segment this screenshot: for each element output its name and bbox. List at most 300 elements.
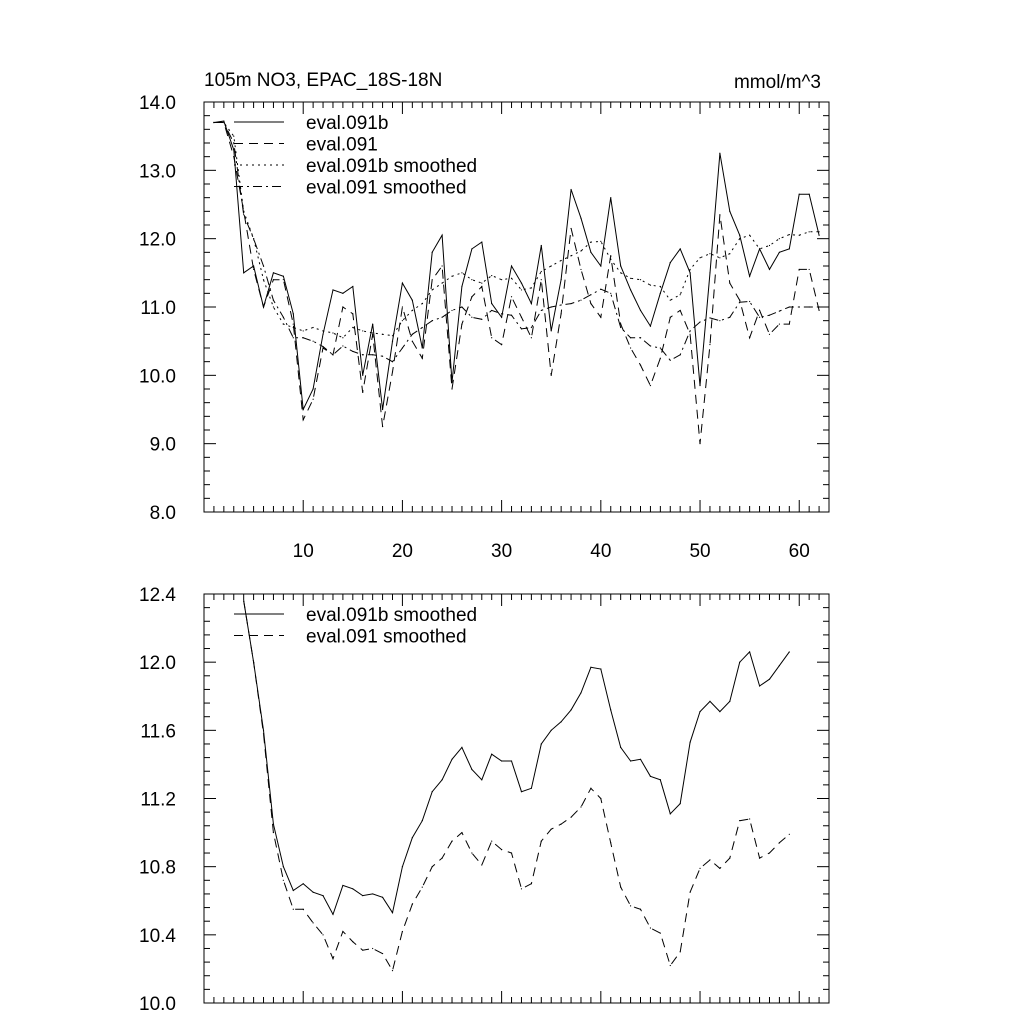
data-point bbox=[412, 837, 413, 838]
data-point bbox=[521, 328, 522, 329]
data-point bbox=[392, 371, 393, 372]
chart-units: mmol/m^3 bbox=[733, 72, 821, 93]
x-tick-label: 40 bbox=[590, 541, 612, 562]
data-point bbox=[610, 293, 611, 294]
data-point bbox=[769, 245, 770, 246]
data-point bbox=[809, 231, 810, 232]
data-point bbox=[471, 317, 472, 318]
data-point bbox=[789, 323, 790, 324]
data-point bbox=[461, 323, 462, 324]
data-point bbox=[471, 852, 472, 853]
data-point bbox=[362, 392, 363, 393]
data-point bbox=[739, 302, 740, 303]
data-point bbox=[372, 893, 373, 894]
data-point bbox=[561, 279, 562, 280]
legend-label: eval.091 bbox=[306, 134, 378, 156]
data-point bbox=[422, 820, 423, 821]
data-point bbox=[640, 909, 641, 910]
data-point bbox=[719, 257, 720, 258]
data-point bbox=[511, 265, 512, 266]
data-point bbox=[461, 747, 462, 748]
data-point bbox=[809, 269, 810, 270]
data-point bbox=[590, 303, 591, 304]
data-point bbox=[610, 842, 611, 843]
data-point bbox=[322, 330, 323, 331]
data-point bbox=[382, 409, 383, 410]
data-point bbox=[313, 399, 314, 400]
data-point bbox=[362, 950, 363, 951]
data-point bbox=[432, 320, 433, 321]
data-point bbox=[412, 904, 413, 905]
data-point bbox=[699, 443, 700, 444]
data-point bbox=[690, 330, 691, 331]
data-point bbox=[719, 868, 720, 869]
data-point bbox=[749, 337, 750, 338]
data-point bbox=[600, 265, 601, 266]
data-point bbox=[392, 361, 393, 362]
data-point bbox=[541, 279, 542, 280]
data-point bbox=[610, 255, 611, 256]
data-point bbox=[521, 317, 522, 318]
data-point bbox=[441, 317, 442, 318]
data-point bbox=[769, 334, 770, 335]
data-point bbox=[362, 330, 363, 331]
data-point bbox=[600, 289, 601, 290]
series-line-eval-091b-smoothed bbox=[214, 123, 819, 338]
data-point bbox=[729, 282, 730, 283]
data-point bbox=[699, 711, 700, 712]
data-point bbox=[670, 360, 671, 361]
data-point bbox=[441, 779, 442, 780]
legend-label: eval.091b smoothed bbox=[306, 156, 478, 177]
data-point bbox=[620, 272, 621, 273]
data-point bbox=[779, 323, 780, 324]
data-point bbox=[213, 122, 214, 123]
series-line-eval-091b-smoothed bbox=[244, 601, 790, 915]
data-point bbox=[422, 303, 423, 304]
data-point bbox=[441, 858, 442, 859]
legend-label: eval.091 smoothed bbox=[306, 177, 467, 199]
data-point bbox=[293, 909, 294, 910]
data-point bbox=[342, 293, 343, 294]
data-point bbox=[650, 285, 651, 286]
data-point bbox=[392, 335, 393, 336]
data-point bbox=[590, 241, 591, 242]
data-point bbox=[620, 265, 621, 266]
data-point bbox=[303, 419, 304, 420]
data-point bbox=[283, 323, 284, 324]
data-point bbox=[699, 385, 700, 386]
y-tick-label: 13.0 bbox=[139, 161, 176, 183]
data-point bbox=[511, 315, 512, 316]
data-point bbox=[699, 868, 700, 869]
data-point bbox=[372, 332, 373, 333]
data-point bbox=[818, 231, 819, 232]
data-point bbox=[273, 300, 274, 301]
data-point bbox=[501, 344, 502, 345]
data-point bbox=[600, 241, 601, 242]
data-point bbox=[521, 282, 522, 283]
data-point bbox=[432, 289, 433, 290]
data-point bbox=[481, 286, 482, 287]
data-point bbox=[332, 914, 333, 915]
bottom-panel bbox=[139, 585, 829, 1015]
data-point bbox=[719, 153, 720, 154]
data-point bbox=[640, 337, 641, 338]
data-point bbox=[709, 859, 710, 860]
data-point bbox=[521, 791, 522, 792]
data-point bbox=[699, 257, 700, 258]
data-point bbox=[670, 965, 671, 966]
data-point bbox=[451, 310, 452, 311]
data-point bbox=[570, 189, 571, 190]
data-point bbox=[293, 890, 294, 891]
data-point bbox=[719, 320, 720, 321]
data-point bbox=[769, 852, 770, 853]
data-point bbox=[739, 235, 740, 236]
x-tick-label: 10 bbox=[292, 541, 314, 562]
data-point bbox=[709, 344, 710, 345]
data-point bbox=[402, 282, 403, 283]
data-point bbox=[412, 341, 413, 342]
data-point bbox=[342, 306, 343, 307]
data-point bbox=[382, 334, 383, 335]
data-point bbox=[342, 345, 343, 346]
data-point bbox=[322, 895, 323, 896]
data-point bbox=[531, 327, 532, 328]
data-point bbox=[779, 238, 780, 239]
data-point bbox=[799, 306, 800, 307]
data-point bbox=[620, 747, 621, 748]
data-point bbox=[412, 334, 413, 335]
data-point bbox=[313, 892, 314, 893]
data-point bbox=[551, 829, 552, 830]
series-line-eval-091-smoothed bbox=[214, 123, 819, 362]
data-point bbox=[779, 252, 780, 253]
data-point bbox=[630, 905, 631, 906]
data-point bbox=[690, 272, 691, 273]
data-point bbox=[779, 665, 780, 666]
y-tick-label: 8.0 bbox=[149, 503, 176, 524]
data-point bbox=[759, 248, 760, 249]
data-point bbox=[690, 334, 691, 335]
data-point bbox=[531, 788, 532, 789]
y-tick-label: 10.0 bbox=[139, 366, 176, 388]
data-point bbox=[243, 214, 244, 215]
data-point bbox=[590, 294, 591, 295]
data-point bbox=[729, 253, 730, 254]
data-point bbox=[422, 887, 423, 888]
data-point bbox=[283, 317, 284, 318]
data-point bbox=[263, 733, 264, 734]
data-point bbox=[332, 289, 333, 290]
data-point bbox=[293, 337, 294, 338]
data-point bbox=[342, 337, 343, 338]
data-point bbox=[719, 711, 720, 712]
data-point bbox=[749, 818, 750, 819]
data-point bbox=[818, 310, 819, 311]
data-point bbox=[779, 311, 780, 312]
data-point bbox=[263, 279, 264, 280]
data-point bbox=[471, 296, 472, 297]
data-point bbox=[432, 791, 433, 792]
data-point bbox=[461, 272, 462, 273]
data-point bbox=[561, 313, 562, 314]
data-point bbox=[352, 351, 353, 352]
data-point bbox=[759, 685, 760, 686]
data-point bbox=[511, 296, 512, 297]
data-point bbox=[263, 306, 264, 307]
data-point bbox=[541, 310, 542, 311]
data-point bbox=[570, 709, 571, 710]
data-point bbox=[441, 265, 442, 266]
data-point bbox=[531, 303, 532, 304]
data-point bbox=[382, 356, 383, 357]
data-point bbox=[769, 315, 770, 316]
data-point bbox=[422, 327, 423, 328]
data-point bbox=[580, 692, 581, 693]
data-point bbox=[313, 388, 314, 389]
x-tick-label: 30 bbox=[491, 541, 513, 562]
data-point bbox=[253, 238, 254, 239]
data-point bbox=[243, 600, 244, 601]
data-point bbox=[759, 317, 760, 318]
data-point bbox=[432, 279, 433, 280]
data-point bbox=[551, 375, 552, 376]
data-point bbox=[481, 241, 482, 242]
data-point bbox=[332, 958, 333, 959]
data-point bbox=[451, 388, 452, 389]
data-point bbox=[313, 922, 314, 923]
data-point bbox=[233, 156, 234, 157]
chart-title: 105m NO3, EPAC_18S-18N bbox=[204, 70, 443, 91]
data-point bbox=[402, 320, 403, 321]
data-point bbox=[541, 841, 542, 842]
data-point bbox=[392, 912, 393, 913]
data-point bbox=[650, 776, 651, 777]
data-point bbox=[392, 970, 393, 971]
data-point bbox=[491, 303, 492, 304]
data-point bbox=[541, 743, 542, 744]
data-point bbox=[670, 262, 671, 263]
data-point bbox=[580, 269, 581, 270]
data-point bbox=[293, 323, 294, 324]
data-point bbox=[521, 888, 522, 889]
data-point bbox=[660, 286, 661, 287]
data-point bbox=[372, 334, 373, 335]
data-point bbox=[481, 864, 482, 865]
data-point bbox=[640, 364, 641, 365]
data-point bbox=[432, 866, 433, 867]
data-point bbox=[372, 354, 373, 355]
data-point bbox=[640, 279, 641, 280]
data-point bbox=[501, 279, 502, 280]
data-point bbox=[620, 887, 621, 888]
data-point bbox=[590, 667, 591, 668]
data-point bbox=[789, 651, 790, 652]
legend-label: eval.091b bbox=[306, 113, 389, 134]
data-point bbox=[670, 813, 671, 814]
data-point bbox=[382, 426, 383, 427]
data-point bbox=[461, 832, 462, 833]
data-point bbox=[491, 310, 492, 311]
data-point bbox=[402, 931, 403, 932]
plot-frame bbox=[204, 594, 829, 1003]
data-point bbox=[650, 345, 651, 346]
data-point bbox=[313, 341, 314, 342]
data-point bbox=[799, 235, 800, 236]
data-point bbox=[749, 301, 750, 302]
data-point bbox=[610, 259, 611, 260]
data-point bbox=[580, 218, 581, 219]
data-point bbox=[402, 306, 403, 307]
data-point bbox=[620, 327, 621, 328]
data-point bbox=[441, 282, 442, 283]
data-point bbox=[253, 662, 254, 663]
data-point bbox=[352, 327, 353, 328]
data-point bbox=[739, 820, 740, 821]
data-point bbox=[739, 300, 740, 301]
data-point bbox=[600, 798, 601, 799]
data-point bbox=[342, 885, 343, 886]
x-tick-label: 20 bbox=[391, 541, 413, 562]
data-point bbox=[809, 194, 810, 195]
data-point bbox=[729, 317, 730, 318]
data-point bbox=[670, 300, 671, 301]
data-point bbox=[273, 306, 274, 307]
data-point bbox=[412, 310, 413, 311]
data-point bbox=[551, 306, 552, 307]
data-point bbox=[818, 235, 819, 236]
data-point bbox=[243, 272, 244, 273]
data-point bbox=[610, 709, 611, 710]
data-point bbox=[789, 306, 790, 307]
data-point bbox=[799, 194, 800, 195]
data-point bbox=[382, 953, 383, 954]
data-point bbox=[749, 235, 750, 236]
data-point bbox=[680, 354, 681, 355]
data-point bbox=[630, 760, 631, 761]
legend-label: eval.091b smoothed bbox=[306, 605, 478, 626]
data-point bbox=[709, 701, 710, 702]
data-point bbox=[422, 347, 423, 348]
data-point bbox=[451, 276, 452, 277]
data-point bbox=[501, 849, 502, 850]
data-point bbox=[690, 892, 691, 893]
data-point bbox=[501, 313, 502, 314]
data-point bbox=[531, 337, 532, 338]
data-point bbox=[580, 300, 581, 301]
data-point bbox=[759, 310, 760, 311]
data-point bbox=[422, 358, 423, 359]
data-point bbox=[501, 317, 502, 318]
data-point bbox=[531, 883, 532, 884]
data-point bbox=[223, 122, 224, 123]
data-point bbox=[471, 769, 472, 770]
data-point bbox=[263, 730, 264, 731]
data-point bbox=[352, 313, 353, 314]
data-point bbox=[283, 279, 284, 280]
data-point bbox=[233, 136, 234, 137]
data-point bbox=[690, 269, 691, 270]
data-point bbox=[432, 252, 433, 253]
data-point bbox=[600, 668, 601, 669]
data-point bbox=[670, 317, 671, 318]
y-tick-label: 14.0 bbox=[139, 93, 176, 114]
data-point bbox=[471, 279, 472, 280]
data-point bbox=[551, 265, 552, 266]
data-point bbox=[709, 272, 710, 273]
data-point bbox=[501, 760, 502, 761]
data-point bbox=[332, 354, 333, 355]
y-tick-label: 9.0 bbox=[149, 434, 176, 456]
data-point bbox=[660, 293, 661, 294]
data-point bbox=[303, 909, 304, 910]
data-point bbox=[759, 858, 760, 859]
data-point bbox=[283, 880, 284, 881]
data-point bbox=[352, 941, 353, 942]
data-point bbox=[709, 253, 710, 254]
data-point bbox=[412, 300, 413, 301]
data-point bbox=[352, 286, 353, 287]
data-point bbox=[362, 375, 363, 376]
data-point bbox=[263, 265, 264, 266]
data-point bbox=[303, 337, 304, 338]
data-point bbox=[491, 754, 492, 755]
data-point bbox=[660, 933, 661, 934]
data-point bbox=[253, 269, 254, 270]
data-point bbox=[630, 278, 631, 279]
data-point bbox=[273, 272, 274, 273]
y-tick-label: 12.0 bbox=[139, 653, 176, 675]
data-point bbox=[382, 897, 383, 898]
data-point bbox=[709, 317, 710, 318]
data-point bbox=[680, 294, 681, 295]
data-point bbox=[283, 276, 284, 277]
data-point bbox=[640, 310, 641, 311]
data-point bbox=[769, 269, 770, 270]
data-point bbox=[570, 228, 571, 229]
data-point bbox=[561, 721, 562, 722]
series-line-eval-091-smoothed bbox=[244, 601, 790, 971]
data-point bbox=[313, 327, 314, 328]
data-point bbox=[729, 858, 730, 859]
data-point bbox=[293, 313, 294, 314]
data-point bbox=[461, 306, 462, 307]
data-point bbox=[789, 248, 790, 249]
x-tick-label: 60 bbox=[788, 541, 810, 562]
top-panel bbox=[139, 70, 829, 562]
data-point bbox=[739, 662, 740, 663]
data-point bbox=[660, 347, 661, 348]
data-point bbox=[570, 303, 571, 304]
data-point bbox=[799, 269, 800, 270]
data-point bbox=[441, 235, 442, 236]
data-point bbox=[511, 760, 512, 761]
data-point bbox=[531, 287, 532, 288]
data-point bbox=[551, 330, 552, 331]
data-point bbox=[541, 245, 542, 246]
x-tick-label: 50 bbox=[689, 541, 711, 562]
data-point bbox=[660, 779, 661, 780]
legend-label: eval.091 smoothed bbox=[306, 626, 467, 648]
data-point bbox=[809, 306, 810, 307]
data-point bbox=[372, 323, 373, 324]
y-tick-label: 11.0 bbox=[140, 298, 176, 319]
data-point bbox=[680, 248, 681, 249]
data-point bbox=[491, 841, 492, 842]
data-point bbox=[650, 927, 651, 928]
